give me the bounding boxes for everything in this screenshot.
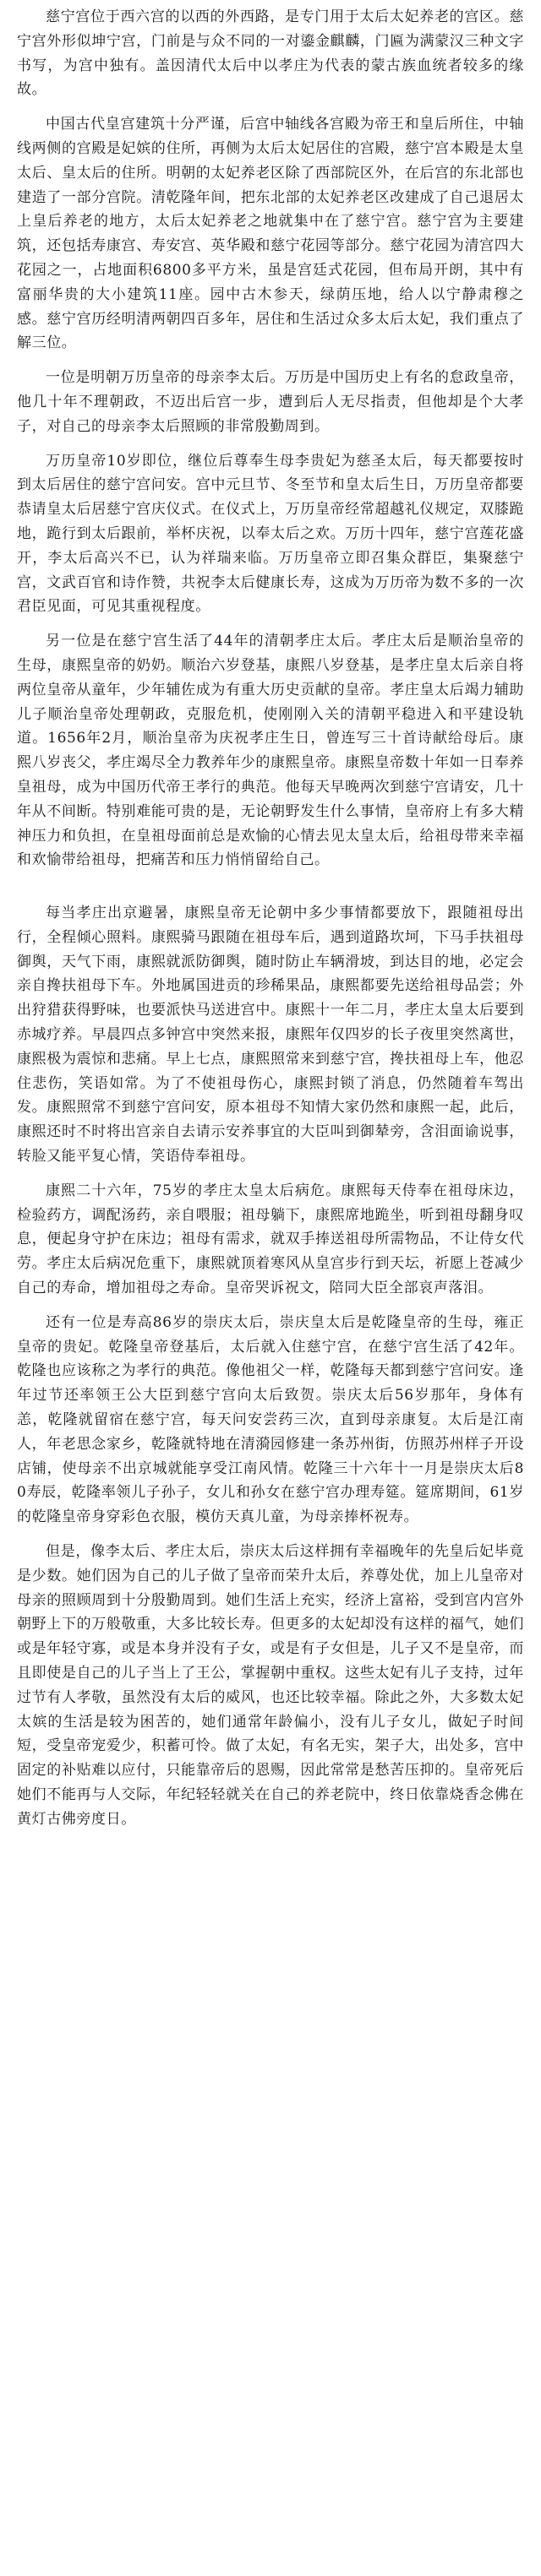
paragraph-cining-palace-intro: 慈宁宫位于西六宫的以西的外西路，是专门用于太后太妃养老的宫区。慈宁宫外形似坤宁宫，门前是与众不同的一对鎏金麒麟，门匾为满蒙汉三种文字书写，为宫中独有。盖因清代太后中以孝庄为代表的蒙古族血统者较多的缘故。: [17, 8, 524, 99]
paragraph-empress-xiaozhuang: 另一位是在慈宁宫生活了44年的清朝孝庄太后。孝庄太后是顺治皇帝的生母，康熙皇帝的奶奶。顺治六岁登基，康熙八岁登基，是孝庄皇太后亲自将两位皇帝从童年，少年辅佐成为有重大历史贡献的皇帝。孝庄皇太后竭力辅助儿子顺治皇帝处理朝政，克服危机，使刚刚入关的清朝平稳进入和平建设轨道。1656年2月，顺治皇帝为庆祝孝庄生日，曾连写三十首诗献给母后。康熙八岁丧父，孝庄竭尽全力教养年少的康熙皇帝。康熙皇帝数十年如一日奉养皇祖母，成为中国历代帝王孝行的典范。他每天早晚两次到慈宁宫请安，几十年从不间断。特别难能可贵的是，无论朝野发生什么事情，皇帝府上有多大精神压力和负担，在皇祖母面前总是欢愉的心情去见太皇太后，给祖母带来幸福和欢愉带给祖母，把痛苦和压力悄悄留给自己。: [17, 633, 524, 869]
paragraph-other-consorts: 但是，像李太后、孝庄太后，崇庆太后这样拥有幸福晚年的先皇后妃毕竟是少数。她们因为自己的儿子做了皇帝而荣升太后，养尊处优，加上儿皇帝对母亲的照顾周到十分殷勤周到。她们生活上充实，经济上富裕，受到宫内宫外朝野上下的万般敬重，大多比较长寿。但更多的太妃却没有这样的福气，她们或是年轻守寡，或是本身并没有子女，或是有子女但是，儿子又不是皇帝，而且即使是自己的儿子当上了王公，掌握朝中重权。这些太妃有儿子支持，过年过节有人孝敬，虽然没有太后的威风，也还比较幸福。除此之外，大多数太妃太嫔的生活是较为困苦的，她们通常年龄偏小，没有儿子女儿，做妃子时间短，受皇帝宠爱少，积蓄可怜。做了太妃，有名无实，架子大，出处多，宫中固定的补贴难以应付，只能靠帝后的恩赐，因此常常是愁苦压抑的。皇帝死后她们不能再与人交际，年纪轻轻就关在自己的养老院中，终日依靠烧香念佛在黄灯古佛旁度日。: [17, 1543, 524, 1828]
paragraph-empress-chongqing: 还有一位是寿高86岁的崇庆太后，崇庆皇太后是乾隆皇帝的生母，雍正皇帝的贵妃。乾隆皇帝登基后，太后就入住慈宁宫，在慈宁宫生活了42年。乾隆也应该称之为孝行的典范。像他祖父一样，乾隆每天都到慈宁宫问安。逢年过节还率领王公大臣到慈宁宫向太后致贺。崇庆太后56岁那年，身体有恙，乾隆就留宿在慈宁宫，每天问安尝药三次，直到母亲康复。太后是江南人，年老思念家乡，乾隆就特地在清漪园修建一条苏州街，仿照苏州样子开设店铺，使母亲不出京城就能享受江南风情。乾隆三十六年十一月是崇庆太后80寿辰，乾隆率领儿子孙子，女儿和孙女在慈宁宫办理寿筵。筵席期间，61岁的乾隆皇帝身穿彩色衣服，模仿天真儿童，为母亲捧杯祝寿。: [17, 1313, 524, 1526]
paragraph-empress-li: 一位是明朝万历皇帝的母亲李太后。万历是中国历史上有名的怠政皇帝，他几十年不理朝政，不迈出后宫一步，遭到后人无尽指责，但他却是个大孝子，对自己的母亲李太后照顾的非常殷勤周到。: [17, 369, 524, 435]
paragraph-palace-layout: 中国古代皇宫建筑十分严谨，后宫中轴线各宫殿为帝王和皇后所住，中轴线两侧的宫殿是妃嫔的住所，再侧为太后太妃居住的宫殿，慈宁宫本殿是太皇太后、皇太后的住所。明朝的太妃养老区除了西部院区外，在后宫的东北部也建造了一部分宫院。清乾隆年间，把东北部的太妃养老区改建成了自己退居太上皇后养老的地方，太后太妃养老之地就集中在了慈宁宫。慈宁宫为主要建筑，还包括寿康宫、寿安宫、英华殿和慈宁花园等部分。慈宁花园为清宫四大花园之一，占地面积6800多平方米，虽是宫廷式花园，但布局开朗，其中有富丽华贵的大小建筑11座。园中古木参天，绿荫压地，给人以宁静肃穆之感。慈宁宫历经明清两朝四百多年，居住和生活过众多太后太妃，我们重点了解三位。: [17, 116, 524, 352]
paragraph-xiaozhuang-illness: 康熙二十六年，75岁的孝庄太皇太后病危。康熙每天侍奉在祖母床边，检验药方，调配汤药，亲自喂服；祖母躺下，康熙席地跪坐，听到祖母翻身叹息，便起身守护在床边；祖母有需求，就双手捧送祖母所需物品，不让侍女代劳。孝庄太后病况危重下，康熙就顶着寒风从皇宫步行到天坛，祈愿上苍减少自己的寿命，增加祖母之寿命。皇帝哭诉祝文，陪同大臣全部哀声落泪。: [17, 1182, 524, 1297]
paragraph-wanli-filial-piety: 万历皇帝10岁即位，继位后尊奉生母李贵妃为慈圣太后，每天都要按时到太后居住的慈宁宫问安。宫中元旦节、冬至节和皇太后生日，万历皇帝都要恭请皇太后居慈宁宫庆仪式。在仪式上，万历皇帝经常超越礼仪规定，双膝跪地，跪行到太后跟前，举杯庆祝，以奉太后之欢。万历十四年，慈宁宫莲花盛开，李太后高兴不已，认为祥瑞来临。万历皇帝立即召集众群臣，集聚慈宁宫，文武百官和诗作赞，共祝李太后健康长寿，这成为万历帝为数不多的一次君臣见面，可见其重视程度。: [17, 452, 524, 616]
paragraph-kangxi-care: 每当孝庄出京避暑，康熙皇帝无论朝中多少事情都要放下，跟随祖母出行，全程倾心照料。康熙骑马跟随在祖母车后，遇到道路坎坷，下马手扶祖母御舆，天气下雨，康熙就派防御舆，随时防止车辆滑坡，到达目的地，必定会亲自搀扶祖母下车。外地属国进贡的珍稀果品，康熙都要先送给祖母品尝；外出狩猎获得野味，也要派快马送进宫中。康熙十一年二月，孝庄太皇太后要到赤城疗养。早晨四点多钟宫中突然来报，康熙年仅四岁的长子夜里突然离世，康熙极为震惊和悲痛。早上七点，康熙照常来到慈宁宫，搀扶祖母上车，他忍住悲伤，笑语如常。为了不使祖母伤心，康熙封锁了消息，仍然随着车驾出发。康熙照常不到慈宁宫问安，原本祖母不知情大家仍然和康熙一起，此后，康熙还时不时将出宫亲自去请示安养事宜的大臣叫到御辇旁，含泪面谕说事，转脸又能平复心情，笑语侍奉祖母。: [17, 905, 524, 1166]
paragraph-gap: [17, 883, 524, 901]
